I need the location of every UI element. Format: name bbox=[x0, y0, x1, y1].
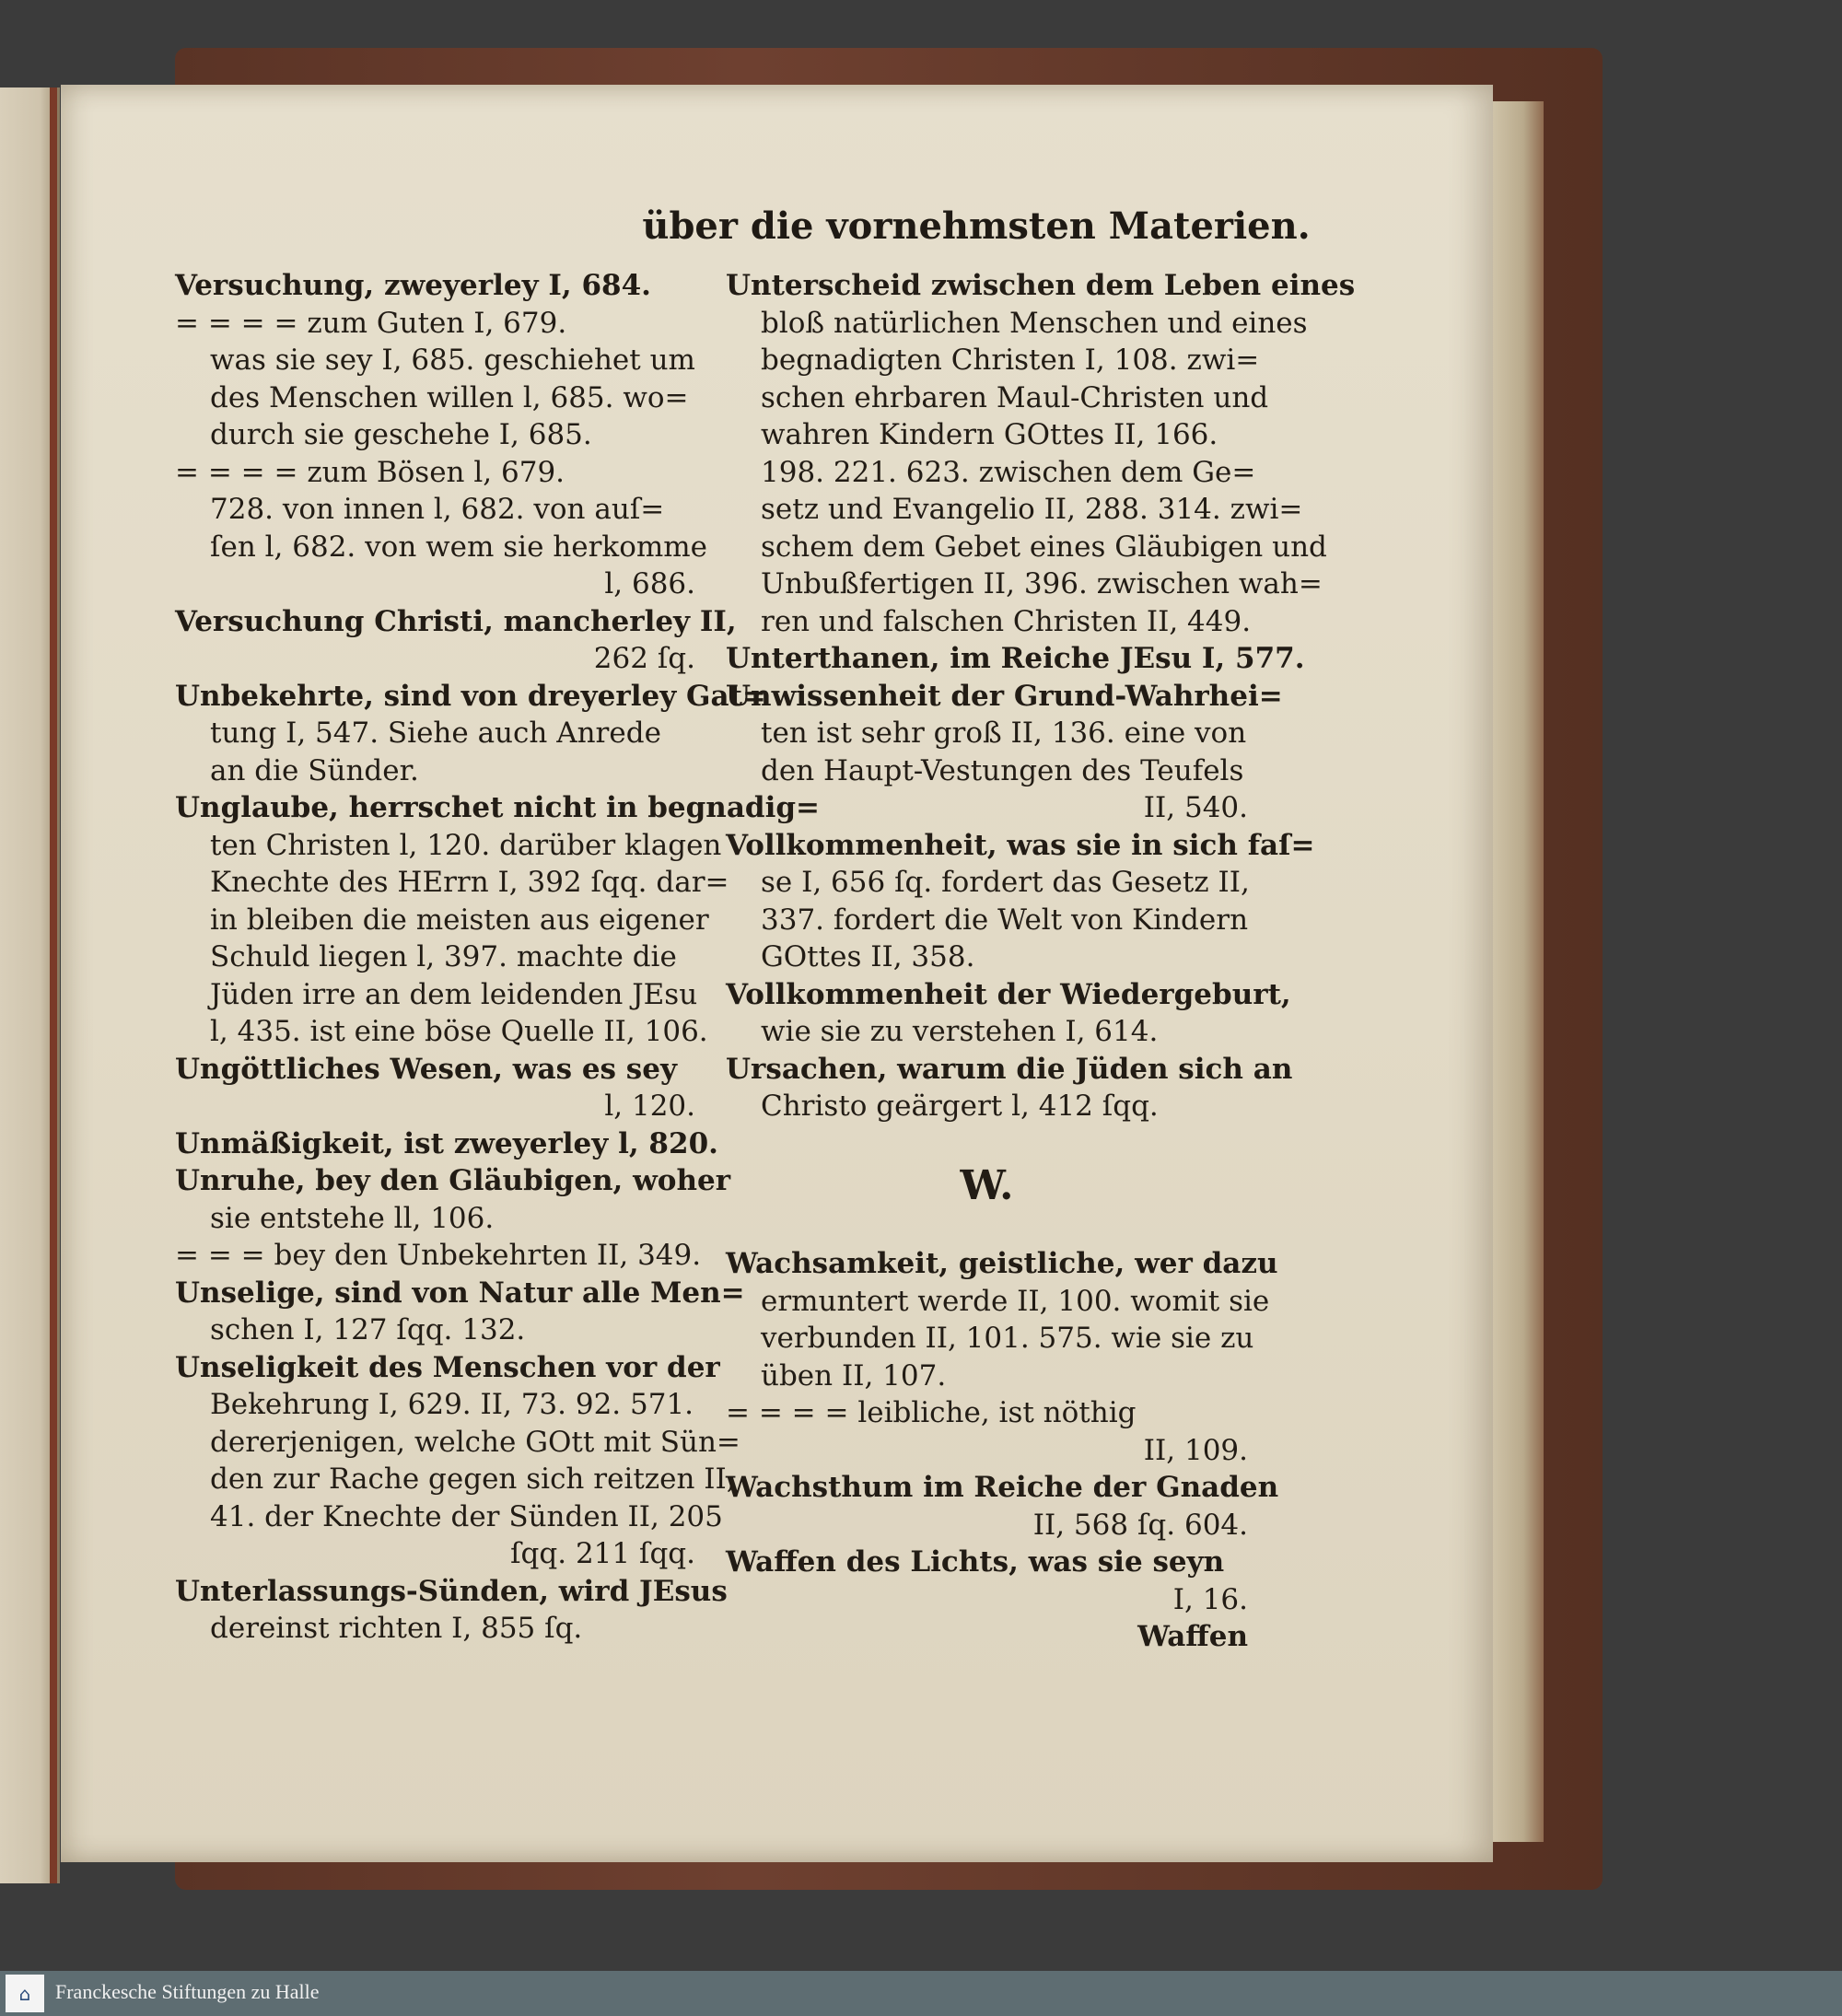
footer-bar bbox=[0, 1971, 1842, 2016]
footer-institution-name[interactable]: Franckesche Stiftungen zu Halle bbox=[55, 1980, 320, 2003]
right-column-u-entries bbox=[726, 267, 1356, 1125]
index-entry bbox=[175, 789, 821, 1051]
entry-headline: Unterscheid zwischen dem Leben eines bbox=[726, 269, 1356, 302]
entry-headline: Ungöttliches Wesen, was es sey bbox=[175, 1052, 677, 1086]
entry-continuation: an die Sünder. bbox=[210, 753, 419, 787]
entry-continuation: Bekehrung I, 629. II, 73. 92. 571. bbox=[210, 1388, 694, 1421]
entry-continuation: schem dem Gebet eines Gläubigen und bbox=[761, 530, 1327, 564]
index-entry bbox=[726, 640, 1305, 678]
index-entry bbox=[175, 1275, 745, 1349]
entry-headline: Vollkommenheit, was sie in sich faſ= bbox=[726, 828, 1315, 862]
entry-headline: = = = = leibliche, ist nöthig bbox=[726, 1396, 1137, 1429]
entry-continuation: sie entstehe ll, 106. bbox=[210, 1201, 495, 1235]
index-entry bbox=[726, 827, 1315, 976]
entry-headline: Unseligkeit des Menschen vor der bbox=[175, 1350, 720, 1384]
entry-continuation: wahren Kindern GOttes II, 166. bbox=[761, 418, 1218, 451]
entry-headline: Versuchung Christi, mancherley II, bbox=[175, 604, 737, 638]
section-letter: W. bbox=[960, 1161, 1014, 1209]
entry-continuation: begnadigten Christen I, 108. zwi= bbox=[761, 344, 1260, 377]
entry-continuation: wie sie zu verstehen I, 614. bbox=[761, 1015, 1159, 1048]
entry-headline: Unruhe, bey den Gläubigen, woher bbox=[175, 1164, 731, 1197]
entry-continuation: l, 686. bbox=[604, 567, 695, 600]
binding bbox=[50, 87, 57, 1883]
entry-headline: Ursachen, warum die Jüden sich an bbox=[726, 1052, 1293, 1086]
entry-continuation: ermuntert werde II, 100. womit sie bbox=[761, 1284, 1270, 1318]
entry-continuation: ten Christen l, 120. darüber klagen bbox=[210, 828, 722, 862]
entry-headline: Wachsthum im Reiche der Gnaden bbox=[726, 1471, 1279, 1504]
entry-continuation: se I, 656 ſq. fordert das Gesetz II, bbox=[761, 866, 1250, 899]
index-entry bbox=[726, 1469, 1279, 1544]
entry-headline: Unbekehrte, sind von dreyerley Gat= bbox=[175, 679, 766, 713]
index-entry bbox=[175, 267, 695, 305]
entry-continuation: des Menschen willen l, 685. wo= bbox=[210, 380, 689, 414]
entry-continuation: II, 109. bbox=[1143, 1433, 1248, 1467]
entry-continuation: tung I, 547. Siehe auch Anrede bbox=[210, 717, 661, 750]
entry-continuation: bloß natürlichen Menschen und eines bbox=[761, 306, 1308, 340]
index-entry bbox=[726, 678, 1283, 827]
index-entry bbox=[175, 678, 766, 790]
running-header: über die vornehmsten Materien. bbox=[642, 204, 1311, 248]
entry-headline: = = = bey den Unbekehrten II, 349. bbox=[175, 1239, 702, 1272]
entry-continuation: Unbußfertigen II, 396. zwischen wah= bbox=[761, 567, 1323, 600]
entry-continuation: Schuld liegen l, 397. machte die bbox=[210, 940, 677, 973]
entry-continuation: schen I, 127 ſqq. 132. bbox=[210, 1313, 526, 1346]
entry-continuation: setz und Evangelio II, 288. 314. zwi= bbox=[761, 493, 1303, 526]
entry-continuation: ren und falschen Christen II, 449. bbox=[761, 604, 1252, 638]
entry-continuation: II, 568 ſq. 604. bbox=[1032, 1508, 1248, 1542]
entry-continuation: I, 16. bbox=[1172, 1582, 1248, 1616]
index-entry bbox=[175, 1162, 731, 1237]
entry-headline: Unterthanen, im Reiche JEsu I, 577. bbox=[726, 642, 1305, 675]
entry-continuation: Jüden irre an dem leidenden JEsu bbox=[210, 977, 698, 1011]
entry-continuation: Christo geärgert l, 412 ſqq. bbox=[761, 1090, 1159, 1123]
catchword: Waffen bbox=[1137, 1620, 1248, 1653]
page-edge bbox=[1493, 101, 1544, 1842]
entry-continuation: ten ist sehr groß II, 136. eine von bbox=[761, 717, 1247, 750]
entry-headline: Unwissenheit der Grund-Wahrhei= bbox=[726, 679, 1283, 713]
index-entry bbox=[726, 976, 1291, 1051]
entry-continuation: II, 540. bbox=[1143, 791, 1248, 824]
left-column bbox=[175, 267, 821, 1648]
index-entry bbox=[175, 1125, 718, 1163]
entry-continuation: in bleiben die meisten aus eigener bbox=[210, 903, 709, 937]
entry-headline: Versuchung, zweyerley I, 684. bbox=[175, 269, 651, 302]
entry-continuation: GOttes II, 358. bbox=[761, 940, 975, 973]
entry-continuation: verbunden II, 101. 575. wie sie zu bbox=[761, 1322, 1254, 1355]
institution-logo-icon[interactable]: ⌂ bbox=[6, 1975, 44, 2012]
entry-continuation: durch sie geschehe I, 685. bbox=[210, 418, 592, 451]
entry-continuation: Knechte des HErrn I, 392 ſqq. dar= bbox=[210, 866, 729, 899]
entry-continuation: l, 120. bbox=[604, 1090, 695, 1123]
entry-continuation: den Haupt-Vestungen des Teufels bbox=[761, 753, 1244, 787]
entry-headline: Unselige, sind von Natur alle Men= bbox=[175, 1276, 745, 1310]
entry-headline: Vollkommenheit der Wiedergeburt, bbox=[726, 977, 1291, 1011]
index-entry bbox=[175, 454, 708, 603]
entry-headline: Unterlassungs-Sünden, wird JEsus bbox=[175, 1574, 728, 1608]
entry-headline: Unglaube, herrschet nicht in begnadig= bbox=[175, 791, 821, 824]
entry-continuation: 41. der Knechte der Sünden II, 205 bbox=[210, 1499, 723, 1533]
entry-headline: Wachsamkeit, geistliche, wer dazu bbox=[726, 1247, 1278, 1280]
index-entry bbox=[726, 267, 1356, 640]
index-entry bbox=[175, 1051, 695, 1125]
entry-continuation: üben II, 107. bbox=[761, 1358, 947, 1393]
entry-continuation: dereinst richten I, 855 ſq. bbox=[210, 1612, 583, 1645]
entry-continuation: den zur Rache gegen sich reitzen II, bbox=[210, 1462, 736, 1496]
entry-continuation: schen ehrbaren Maul-Christen und bbox=[761, 380, 1269, 414]
entry-continuation: 262 ſq. bbox=[593, 642, 695, 675]
previous-page-edge bbox=[0, 87, 60, 1883]
index-entry bbox=[175, 603, 737, 678]
index-entry bbox=[175, 1573, 728, 1648]
entry-continuation: ſqq. 211 ſqq. bbox=[510, 1537, 695, 1570]
index-entry bbox=[726, 1051, 1293, 1125]
entry-continuation: l, 435. ist eine böse Quelle II, 106. bbox=[210, 1015, 708, 1048]
right-column-w-entries bbox=[726, 1245, 1279, 1618]
entry-continuation: 728. von innen l, 682. von auſ= bbox=[210, 493, 665, 526]
entry-continuation: dererjenigen, welche GOtt mit Sün= bbox=[210, 1425, 740, 1459]
index-entry bbox=[175, 305, 695, 454]
entry-headline: = = = = zum Guten I, 679. bbox=[175, 306, 567, 340]
entry-headline: Unmäßigkeit, ist zweyerley l, 820. bbox=[175, 1126, 718, 1160]
entry-headline: Waffen des Lichts, was sie seyn bbox=[726, 1545, 1225, 1579]
entry-continuation: ſen l, 682. von wem sie herkomme bbox=[210, 530, 708, 564]
entry-continuation: 337. fordert die Welt von Kindern bbox=[761, 903, 1249, 937]
entry-continuation: was sie sey I, 685. geschiehet um bbox=[210, 344, 695, 377]
right-column bbox=[726, 267, 1356, 1656]
index-entry bbox=[726, 1245, 1278, 1394]
index-entry bbox=[175, 1237, 702, 1275]
index-entry bbox=[175, 1349, 740, 1573]
index-entry bbox=[726, 1544, 1248, 1618]
entry-continuation: 198. 221. 623. zwischen dem Ge= bbox=[761, 455, 1256, 489]
entry-headline: = = = = zum Bösen l, 679. bbox=[175, 455, 565, 489]
index-entry bbox=[726, 1394, 1248, 1469]
